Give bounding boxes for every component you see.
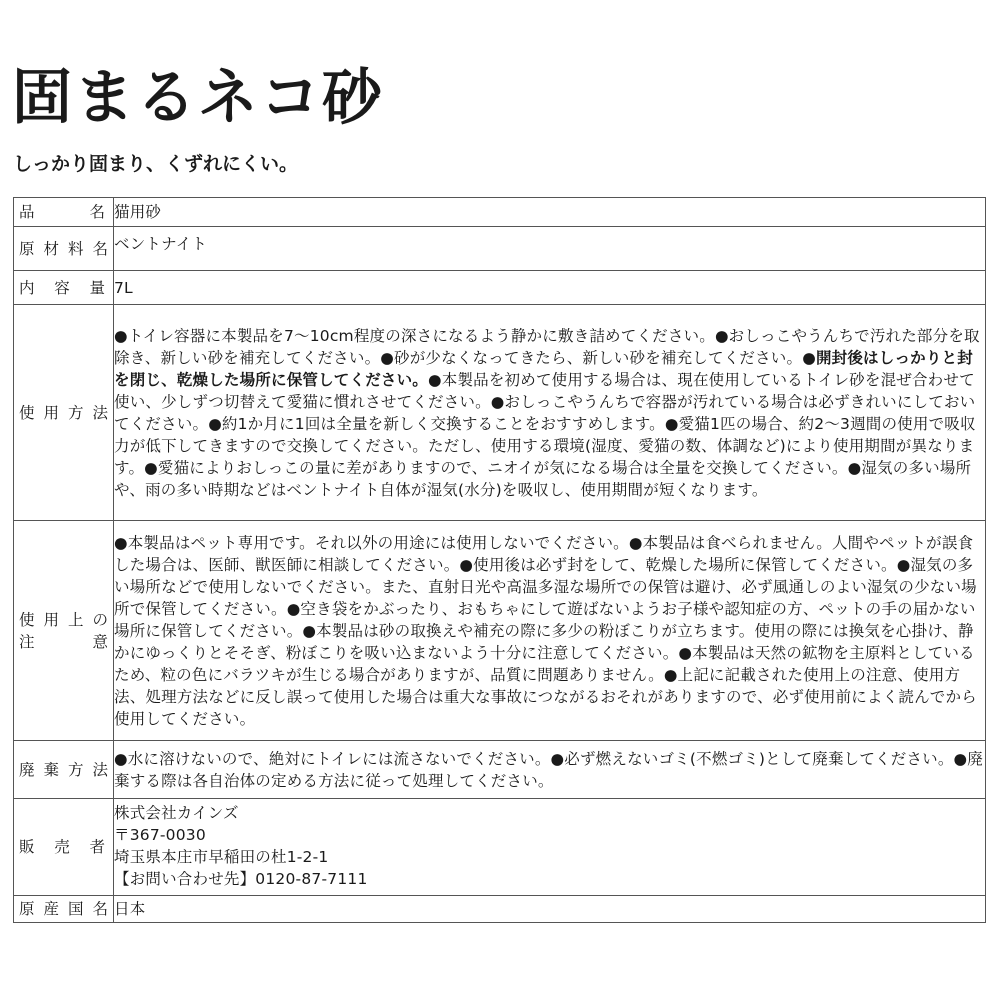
seller-contact: 【お問い合わせ先】0120-87-7111 [114,870,368,888]
label-disposal: 廃 棄 方 法 [14,741,114,799]
value-material: ベントナイト [114,227,986,271]
row-product-name [14,198,986,227]
spec-table [13,197,986,923]
usage-text-2: ●本製品を初めて使用する場合は、現在使用しているトイレ砂を混ぜ合わせて使い、少しずつ切替えて愛猫に慣れさせてください。●おしっこやうんちで容器が汚れている場合は必ずきれいにしておいてください。●約1か月に1回は全量を新しく交換することをおすすめします。●愛猫1匹の場合、約2〜3週間の使用で吸収力が低下してきますので交換してください。ただし、使用する環境(湿度、愛猫の数、体調など)により使用期間が異なります。●愛猫によりおしっこの量に差がありますので、ニオイが気になる場合は全量を交換してください。●湿気の多い場所や、雨の多い時期などはベントナイト自体が湿気(水分)を吸収し、使用期間が短くなります。 [114,370,976,499]
row-origin [14,896,986,923]
value-origin: 日本 [114,896,986,923]
value-seller [114,799,986,896]
value-volume: 7L [114,271,986,305]
row-seller [14,799,986,896]
label-cautions: 使 用 上 の 注 意 [14,521,114,741]
label-product-name: 品 名 [14,198,114,227]
value-usage [114,305,986,521]
label-volume: 内 容 量 [14,271,114,305]
row-disposal [14,741,986,799]
usage-text-1: ●トイレ容器に本製品を7〜10cm程度の深さになるよう静かに敷き詰めてください。●おしっこやうんちで汚れた部分を取除き、新しい砂を補充してください。●砂が少なくなってきたら、新しい砂を補充してください。 [114,326,980,367]
product-subtitle: しっかり固まり、くずれにくい。 [13,153,299,175]
value-disposal: ●水に溶けないので、絶対にトイレには流さないでください。●必ず燃えないゴミ(不燃ゴミ)として廃棄してください。●廃棄する際は各自治体の定める方法に従って処理してください。 [114,741,986,799]
seller-address: 埼玉県本庄市早稲田の杜1-2-1 [114,848,329,866]
product-title: 固まるネコ砂 [12,63,384,133]
seller-postal: 〒367-0030 [114,826,206,844]
row-cautions [14,521,986,741]
label-origin: 原 産 国 名 [14,896,114,923]
value-cautions: ●本製品はペット専用です。それ以外の用途には使用しないでください。●本製品は食べられません。人間やペットが誤食した場合は、医師、獣医師に相談してください。●使用後は必ず封をして、乾燥した場所に保管してください。●湿気の多い場所などで使用しないでください。また、直射日光や高温多湿な場所での保管は避け、必ず風通しのよい湿気の少ない場所で保管してください。●空き袋をかぶったり、おもちゃにして遊ばないようお子様や認知症の方、ペットの手の届かない場所に保管してください。●本製品は砂の取換えや補充の際に多少の粉ぼこりが立ちます。使用の際には換気を心掛け、静かにゆっくりとそそぎ、粉ぼこりを吸い込まないよう十分に注意してください。●本製品は天然の鉱物を主原料としているため、粒の色にバラツキが生じる場合がありますが、品質に問題ありません。●上記に記載された使用上の注意、使用方法、処理方法などに反し誤って使用した場合は重大な事故につながるおそれがありますので、必ず使用前によく読んでから使用してください。 [114,521,986,741]
row-volume [14,271,986,305]
label-seller: 販 売 者 [14,799,114,896]
value-product-name: 猫用砂 [114,198,986,227]
seller-company: 株式会社カインズ [114,804,239,822]
label-material: 原 材 料 名 [14,227,114,271]
label-usage: 使 用 方 法 [14,305,114,521]
usage-text-bold: ●開封後はしっかりと封を閉じ、乾燥した場所に保管してください。 [114,348,973,389]
row-material [14,227,986,271]
row-usage [14,305,986,521]
